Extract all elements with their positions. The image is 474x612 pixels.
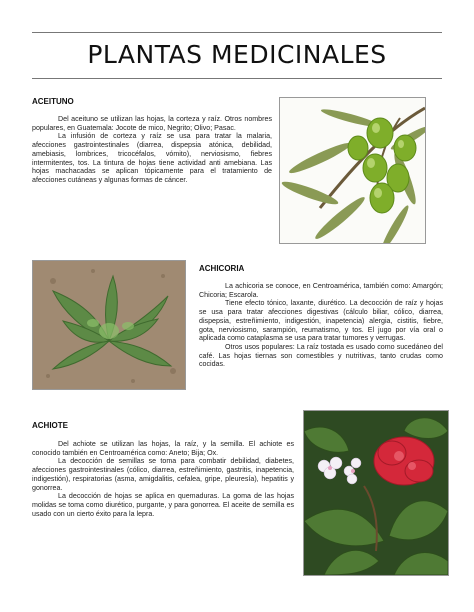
olive-branch-image bbox=[280, 98, 425, 243]
olive-branch-photo bbox=[279, 97, 426, 244]
section-heading-aceituno: ACEITUNO bbox=[32, 97, 74, 106]
top-rule bbox=[32, 32, 442, 33]
paragraph: La decocción de semillas se toma para combatir debilidad, diabetes, afecciones gastrointestinales (cólico, diarrea, estreñimiento, gastritis, inapetencia, indigestión), respiratorias (asma, amigdalitis, cefalea, gripe, pleuresía), hepatitis y gonorrea. bbox=[32, 457, 294, 492]
section-text-aceituno bbox=[32, 115, 272, 185]
paragraph: Del achiote se utilizan las hojas, la raíz, y la semilla. El achiote es conocido también en Centroamérica como: Aneto; Bija; Ox. bbox=[32, 440, 294, 457]
section-heading-achicoria: ACHICORIA bbox=[199, 264, 245, 273]
paragraph: Tiene efecto tónico, laxante, diurético. La decocción de raíz y hojas se usa para tratar afecciones digestivas (cálculo biliar, cólico, diarrea, dispepsia, estreñimiento, indigestión, inapetencia) alergia, cistitis, fiebre, gota, nerviosismo, sarampión, reumatismo, y tos. El jugo por vía oral o aplicada como cataplasma se usa para tratar tumores y verrugas. bbox=[199, 299, 443, 343]
section-heading-achiote: ACHIOTE bbox=[32, 421, 68, 430]
achiote-fruit-photo bbox=[303, 410, 449, 576]
achiote-fruit-image bbox=[304, 411, 448, 575]
paragraph: Del aceituno se utilizan las hojas, la corteza y raíz. Otros nombres populares, en Guatemala: Jocote de mico, Negrito; Olivo; Pasac. bbox=[32, 115, 272, 132]
section-text-achiote bbox=[32, 440, 294, 518]
paragraph: La infusión de corteza y raíz se usa para tratar la malaria, afecciones gastrointestinales (diarrea, dispepsia atónica, debilidad, amebiasis, lombrices, tricocéfalos, vómito), nerviosismo, fiebres intermitentes, tos. La tintura de hojas tiene actividad anti amebiana. Las hojas machacadas se aplican tópicamente para el tratamiento de afecciones cutáneas y algunas formas de cáncer. bbox=[32, 132, 272, 184]
section-text-achicoria bbox=[199, 282, 443, 369]
chicory-plant-photo bbox=[32, 260, 186, 390]
chicory-plant-image bbox=[33, 261, 185, 389]
title-underline bbox=[32, 78, 442, 79]
paragraph: Otros usos populares: La raíz tostada es usado como sucedáneo del café. Las hojas tiernas son comestibles y nutritivas, tanto crudas como cocidas. bbox=[199, 342, 443, 369]
paragraph: La decocción de hojas se aplica en quemaduras. La goma de las hojas molidas se toma como diurético, purgante, y para gonorrea. El aceite de semilla es usado con un cierto éxito para la lepra. bbox=[32, 492, 294, 518]
page-title: PLANTAS MEDICINALES bbox=[87, 40, 387, 69]
paragraph: La achicoria se conoce, en Centroamérica, también como: Amargón; Chicoria; Escarola. bbox=[199, 282, 443, 299]
